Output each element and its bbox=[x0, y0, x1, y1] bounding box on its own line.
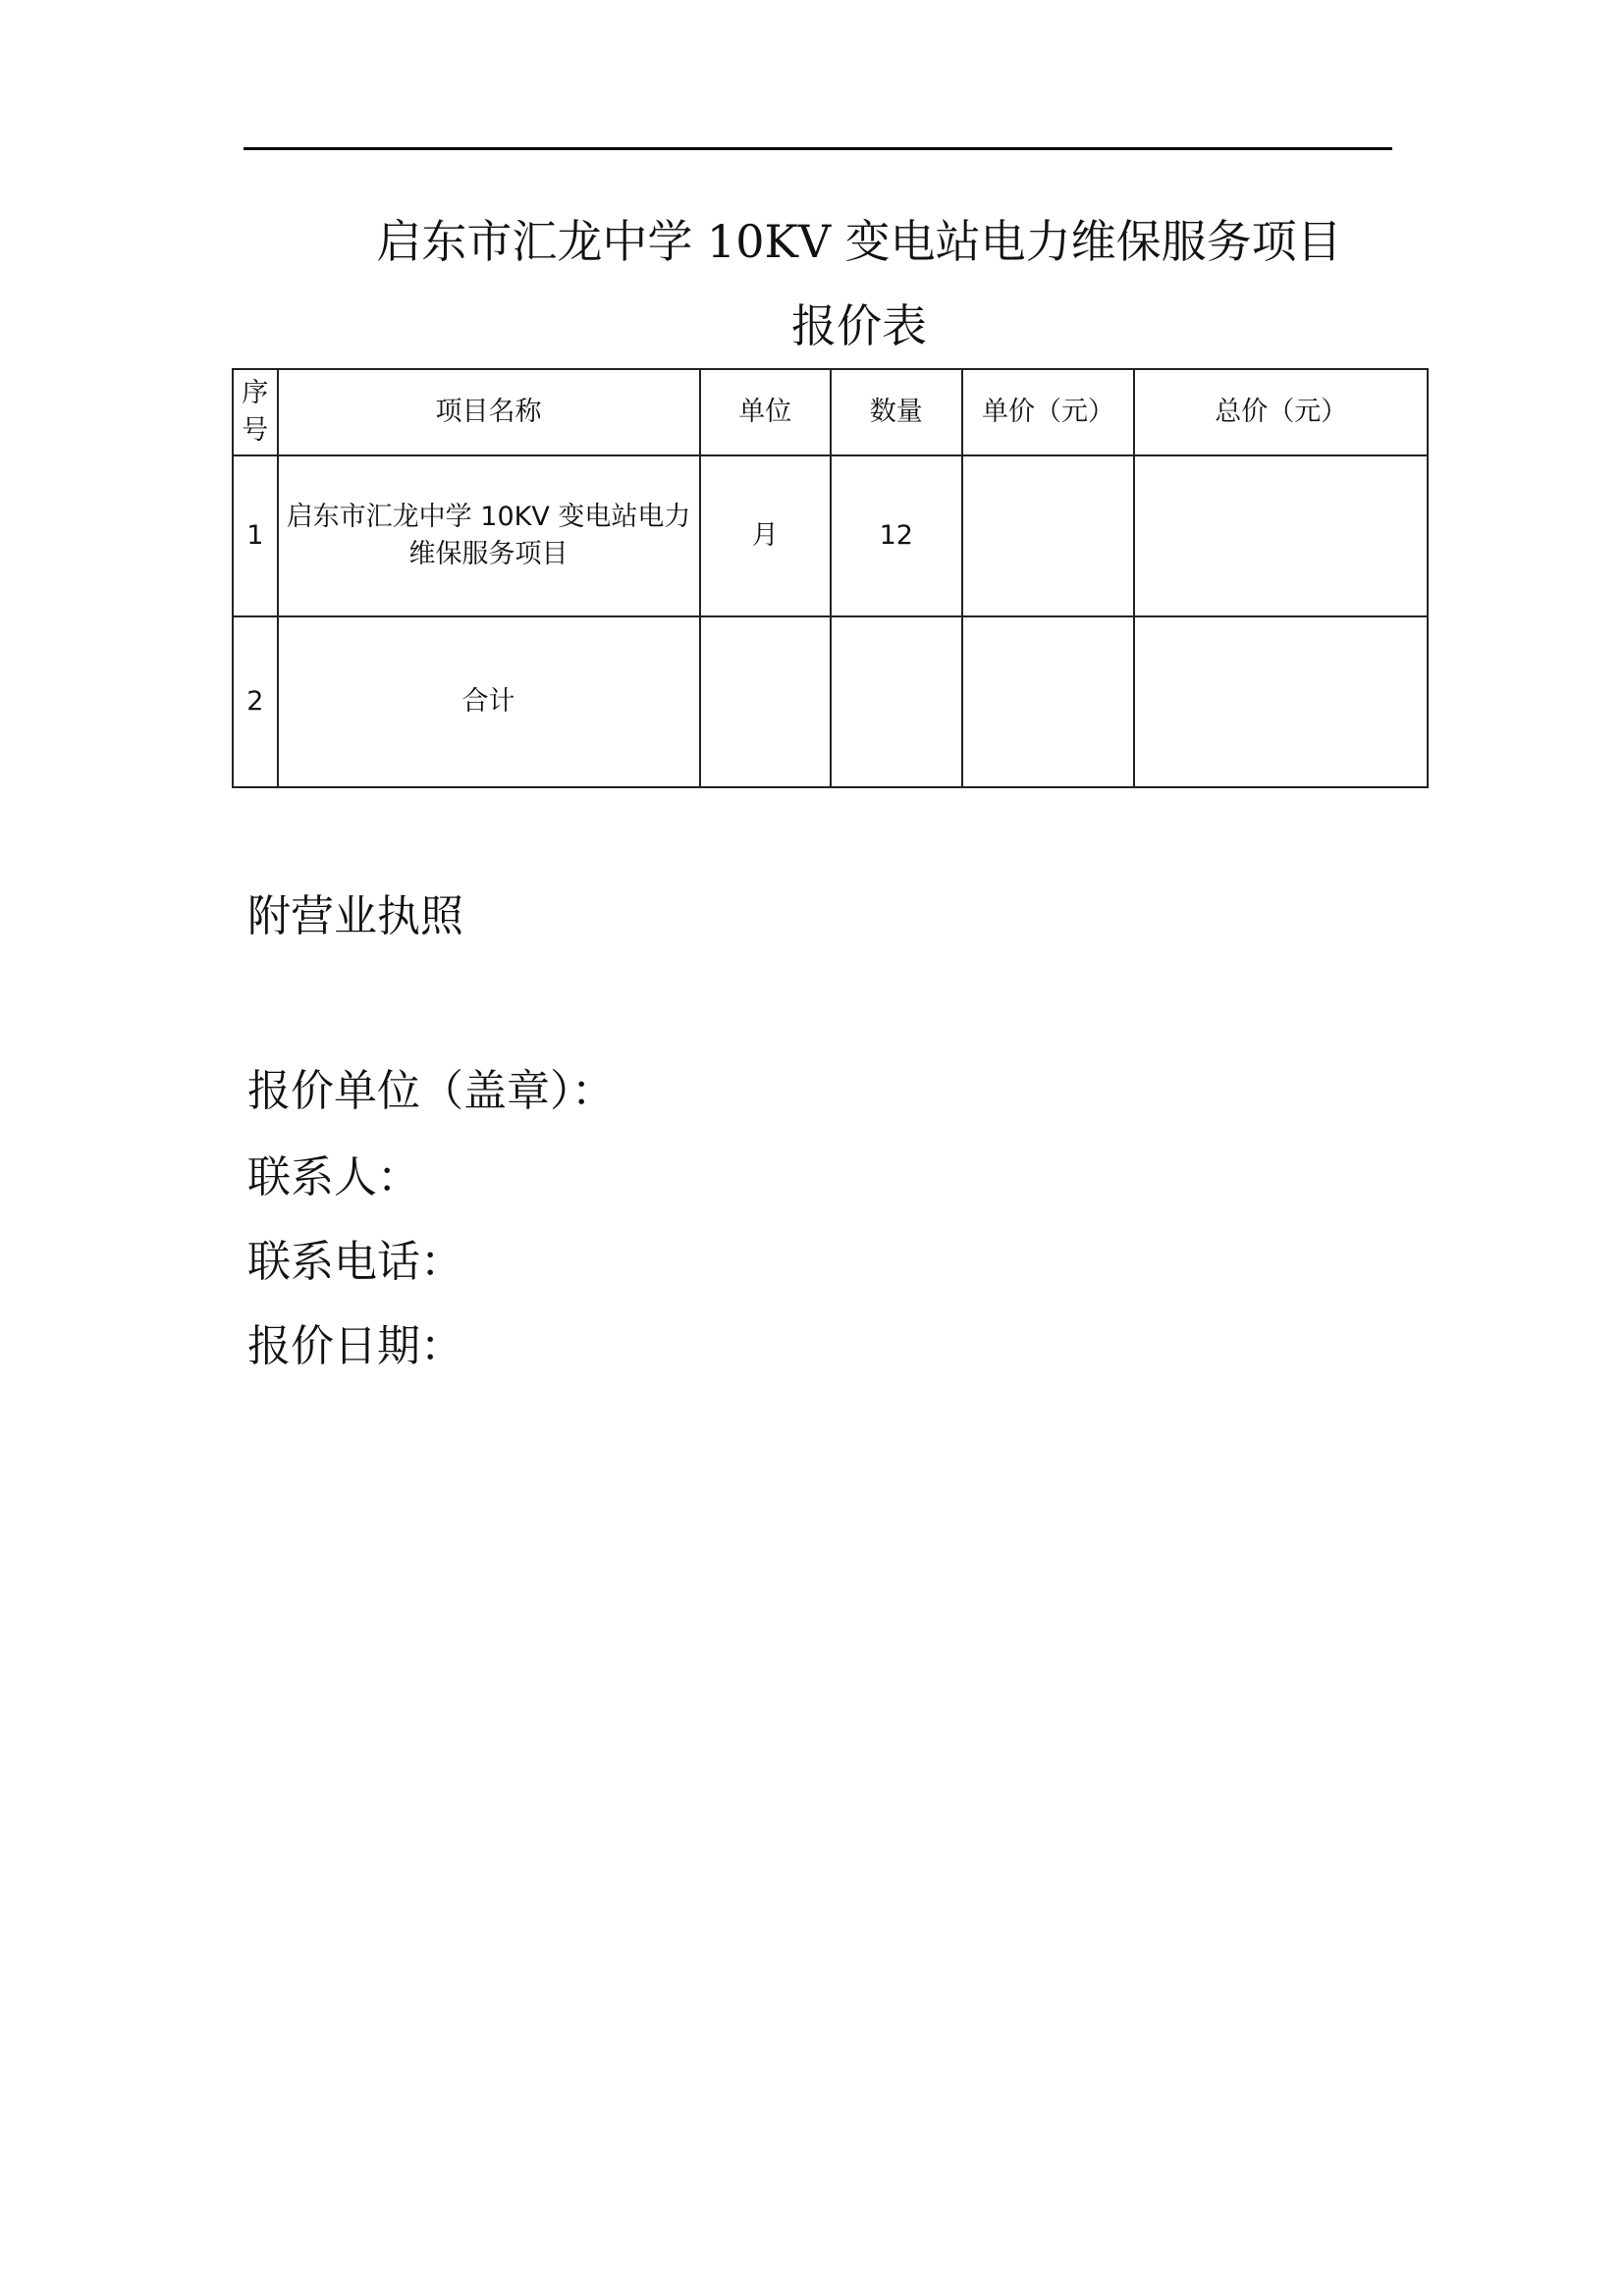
header-name: 项目名称 bbox=[278, 369, 700, 455]
document-title: 启东市汇龙中学 10KV 变电站电力维保服务项目 bbox=[376, 215, 1342, 268]
cell-total-price bbox=[1134, 455, 1428, 616]
company-seal-label: 报价单位（盖章）： bbox=[247, 1066, 615, 1116]
cell-seq: 2 bbox=[233, 616, 278, 787]
quote-table bbox=[232, 368, 1429, 788]
cell-total-price bbox=[1134, 616, 1428, 787]
contact-label: 联系人： bbox=[247, 1152, 420, 1202]
document-subtitle: 报价表 bbox=[791, 299, 927, 352]
cell-seq: 1 bbox=[233, 455, 278, 616]
cell-unit-price bbox=[962, 616, 1135, 787]
cell-unit: 月 bbox=[700, 455, 832, 616]
cell-name: 合计 bbox=[278, 616, 700, 787]
license-note: 附营业执照 bbox=[247, 891, 463, 941]
cell-unit-price bbox=[962, 455, 1135, 616]
header-unit: 单位 bbox=[700, 369, 832, 455]
cell-unit bbox=[700, 616, 832, 787]
header-rule bbox=[244, 147, 1392, 150]
header-seq: 序号 bbox=[233, 369, 278, 455]
header-qty: 数量 bbox=[831, 369, 962, 455]
cell-qty: 12 bbox=[831, 455, 962, 616]
cell-qty bbox=[831, 616, 962, 787]
cell-name: 启东市汇龙中学 10KV 变电站电力维保服务项目 bbox=[278, 455, 700, 616]
date-label: 报价日期： bbox=[247, 1321, 463, 1371]
phone-label: 联系电话： bbox=[247, 1237, 463, 1287]
header-total-price: 总价（元） bbox=[1134, 369, 1428, 455]
table-row bbox=[233, 455, 1428, 616]
header-unit-price: 单价（元） bbox=[962, 369, 1135, 455]
table-row bbox=[233, 616, 1428, 787]
table-header-row bbox=[233, 369, 1428, 455]
